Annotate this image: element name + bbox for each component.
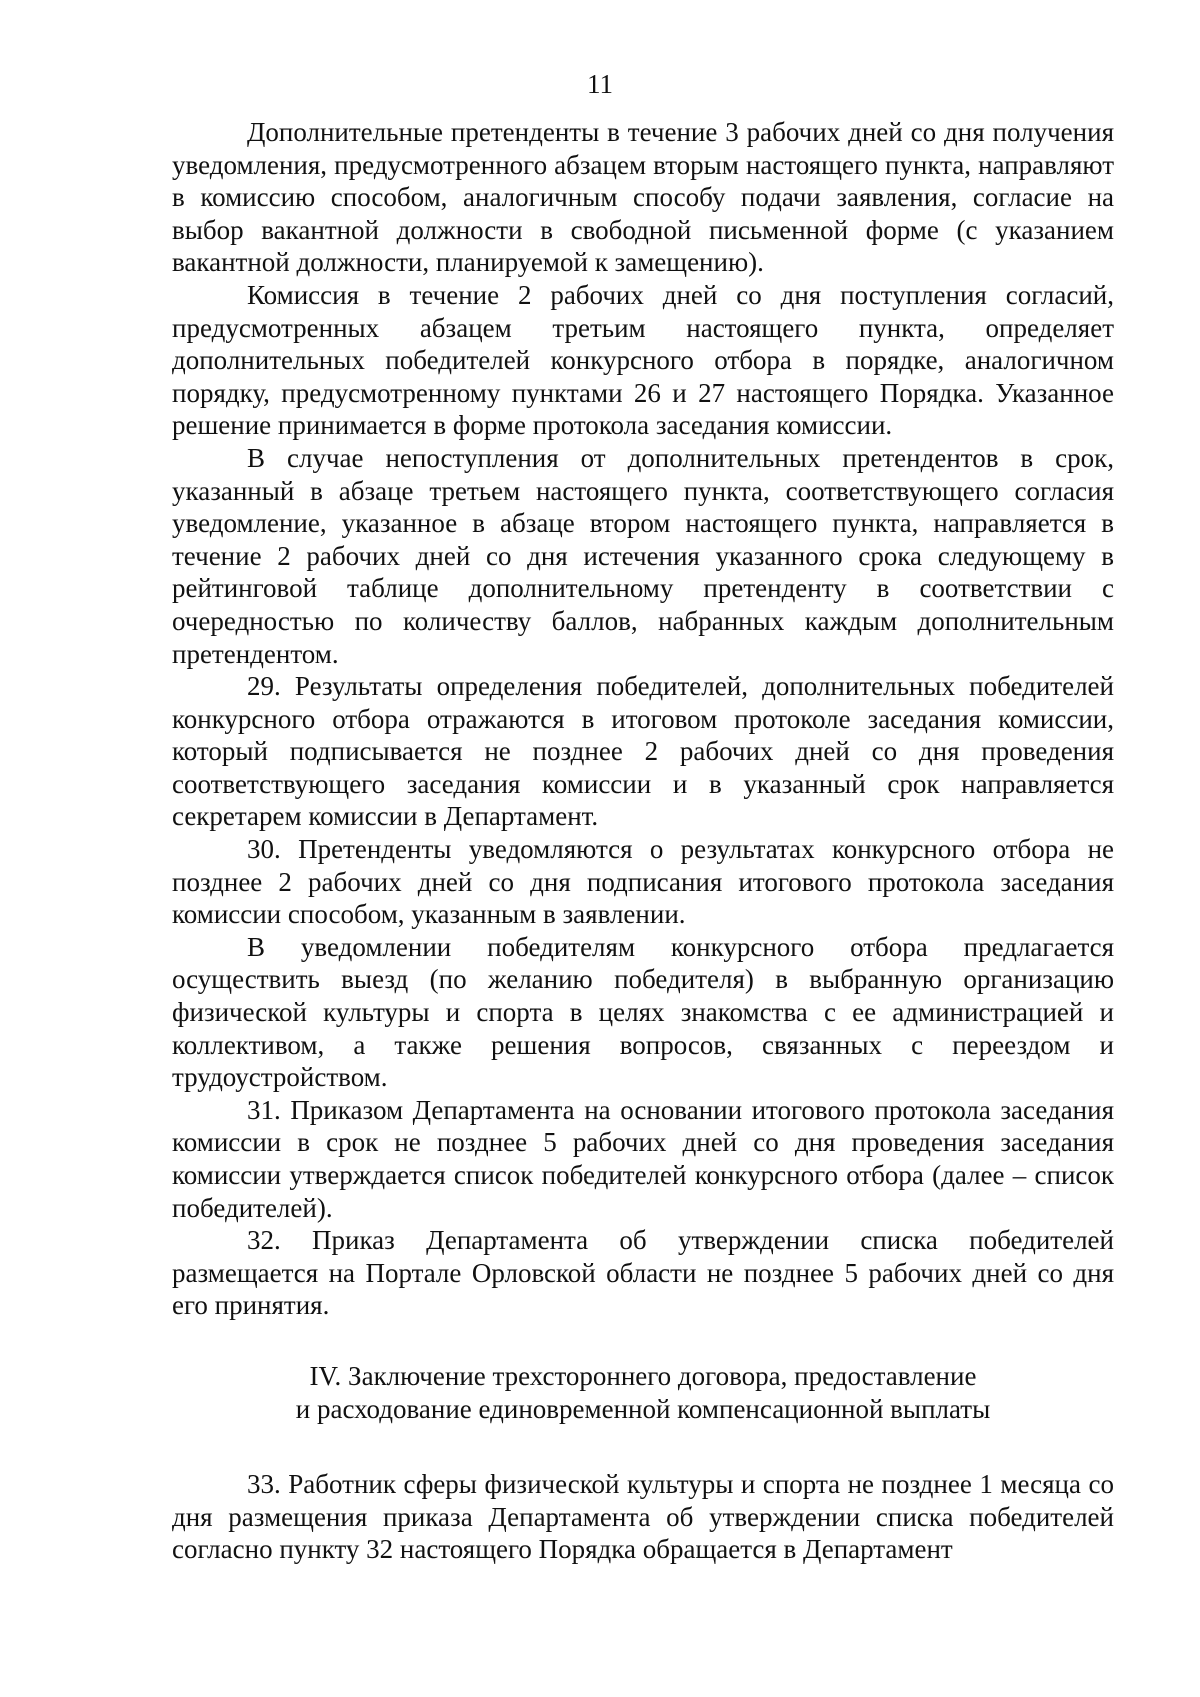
paragraph-clause-30: 30. Претенденты уведомляются о результатах конкурсного отбора не позднее 2 рабочих дней со дня подписания итогового протокола заседания комиссии способом, указанным в заявлении. xyxy=(172,834,1114,930)
paragraph-clause-31: 31. Приказом Департамента на основании итогового протокола заседания комиссии в срок не позднее 5 рабочих дней со дня проведения заседания комиссии утверждается список победителей конкурсного отбора (далее – список победителей). xyxy=(172,1094,1114,1223)
paragraph-commission-determines-winners: Комиссия в течение 2 рабочих дней со дня поступления согласий, предусмотренных абзацем третьим настоящего пункта, определяет дополнительных победителей конкурсного отбора в порядке, аналогичном порядку, предусмотренному пунктами 26 и 27 настоящего Порядка. Указанное решение принимается в форме протокола заседания комиссии. xyxy=(172,279,1114,441)
section-heading-line-2: и расходование единовременной компенсационной выплаты xyxy=(295,1393,991,1424)
paragraph-clause-33: 33. Работник сферы физической культуры и спорта не позднее 1 месяца со дня размещения приказа Департамента об утверждении списка победителей согласно пункту 32 настоящего Порядка обращается в Департамент xyxy=(172,1468,1114,1565)
paragraph-non-receipt-of-consent: В случае непоступления от дополнительных претендентов в срок, указанный в абзаце третьем настоящего пункта, соответствующего согласия уведомление, указанное в абзаце втором настоящего пункта, направляется в течение 2 рабочих дней со дня истечения указанного срока следующему в рейтинговой таблице дополнительному претенденту в соответствии с очередностью по количеству баллов, набранных каждым дополнительным претендентом. xyxy=(172,442,1114,669)
paragraph-winners-notification: В уведомлении победителям конкурсного отбора предлагается осуществить выезд (по желанию победителя) в выбранную организацию физической культуры и спорта в целях знакомства с ее администрацией и коллективом, а также решения вопросов, связанных с переездом и трудоустройством. xyxy=(172,931,1114,1093)
section-heading-line-1: IV. Заключение трехстороннего договора, предоставление xyxy=(309,1360,977,1391)
paragraph-clause-32: 32. Приказ Департамента об утверждении списка победителей размещается на Портале Орловской области не позднее 5 рабочих дней со дня его принятия. xyxy=(172,1225,1114,1321)
paragraph-clause-29: 29. Результаты определения победителей, дополнительных победителей конкурсного отбора отражаются в итоговом протоколе заседания комиссии, который подписывается не позднее 2 рабочих дней со дня проведения соответствующего заседания комиссии и в указанный срок направляется секретарем комиссии в Департамент. xyxy=(172,671,1114,832)
document-body xyxy=(172,116,1114,1566)
paragraph-additional-applicants-consent: Дополнительные претенденты в течение 3 рабочих дней со дня получения уведомления, предусмотренного абзацем вторым настоящего пункта, направляют в комиссию способом, аналогичным способу подачи заявления, согласие на выбор вакантной должности в свободной письменной форме (с указанием вакантной должности, планируемой к замещению). xyxy=(172,117,1114,278)
section-heading xyxy=(172,1360,1114,1426)
page-number: 11 xyxy=(587,69,613,99)
